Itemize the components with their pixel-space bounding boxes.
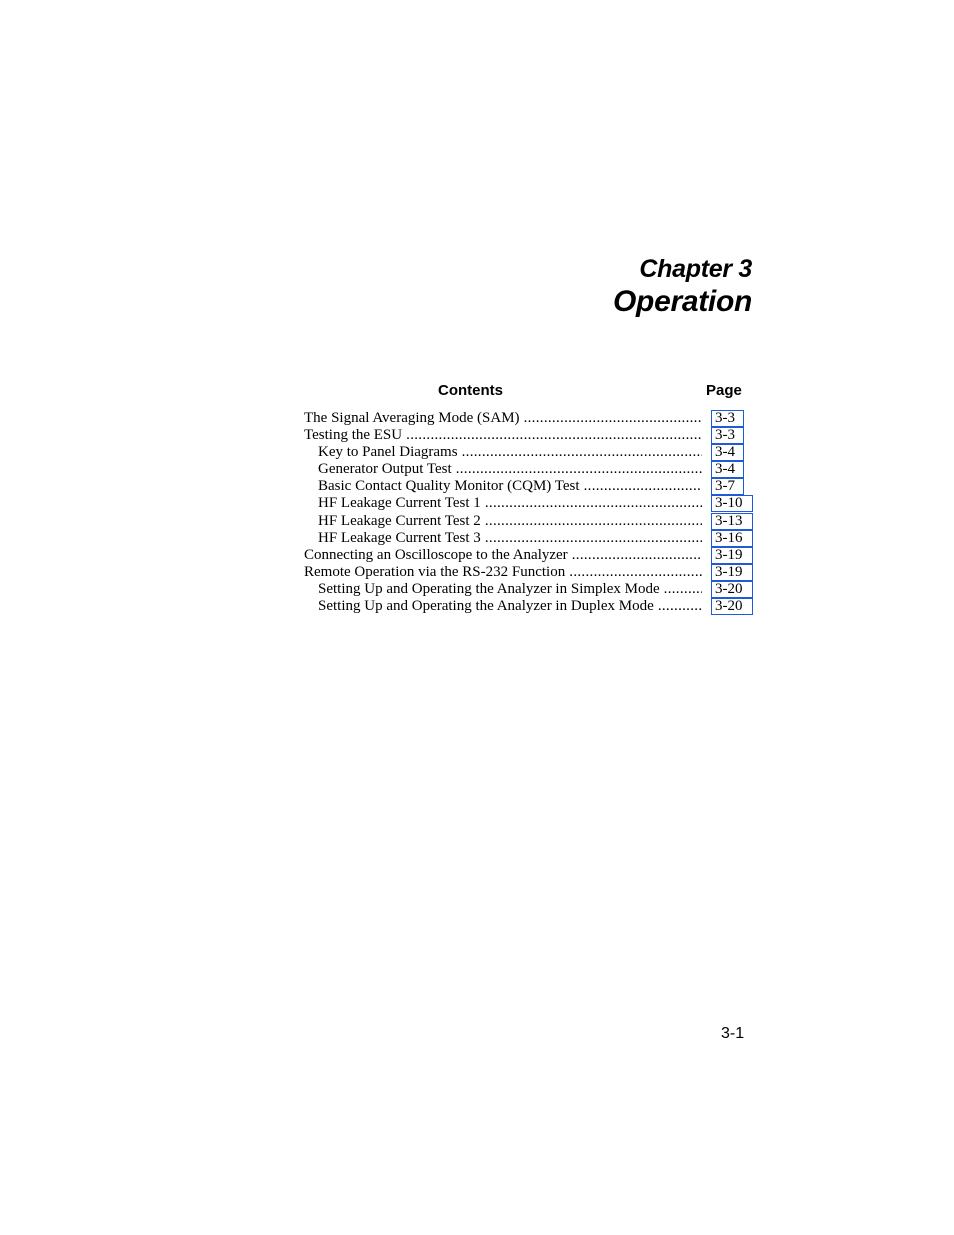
toc-entry-title: Generator Output Test .....	[318, 461, 702, 478]
toc-page-heading: Page	[706, 382, 742, 399]
toc-entry-title: HF Leakage Current Test 1 .....	[318, 495, 702, 512]
toc-entry	[304, 530, 756, 547]
toc-entry	[304, 581, 756, 598]
toc-page-link[interactable]: 3-4	[711, 461, 744, 478]
toc-entry	[304, 547, 756, 564]
toc-page-link[interactable]: 3-4	[711, 444, 744, 461]
toc-page-link[interactable]: 3-20	[711, 581, 753, 598]
chapter-heading	[613, 252, 752, 318]
toc-page-link[interactable]: 3-19	[711, 564, 753, 581]
toc-entry	[304, 478, 756, 495]
chapter-label: Chapter 3	[639, 255, 752, 283]
toc-entry	[304, 513, 756, 530]
toc-entry-title: Remote Operation via the RS-232 Function .....	[304, 564, 702, 581]
toc-page-link[interactable]: 3-3	[711, 410, 744, 427]
toc-page-link[interactable]: 3-3	[711, 427, 744, 444]
toc-entry-title: Setting Up and Operating the Analyzer in Simplex Mode .....	[318, 581, 702, 598]
toc-entry-title: The Signal Averaging Mode (SAM) .....	[304, 410, 702, 427]
toc-entry-title: Basic Contact Quality Monitor (CQM) Test .....	[318, 478, 702, 495]
toc-page-link[interactable]: 3-7	[711, 478, 744, 495]
toc-page-link[interactable]: 3-19	[711, 547, 753, 564]
toc-page-link[interactable]: 3-20	[711, 598, 753, 615]
toc-contents-heading: Contents	[438, 382, 503, 399]
toc-entry	[304, 495, 756, 512]
toc-entry-title: Key to Panel Diagrams .....	[318, 444, 702, 461]
page-number: 3-1	[721, 1025, 745, 1042]
toc-entry-title: HF Leakage Current Test 3 .....	[318, 530, 702, 547]
toc-entry	[304, 444, 756, 461]
toc-entry-title: HF Leakage Current Test 2 .....	[318, 513, 702, 530]
toc-entry	[304, 410, 756, 427]
chapter-title: Operation	[613, 285, 752, 318]
toc-entry	[304, 427, 756, 444]
toc-entry-title: Connecting an Oscilloscope to the Analyzer .....	[304, 547, 702, 564]
toc-entry	[304, 461, 756, 478]
table-of-contents	[304, 410, 756, 615]
toc-page-link[interactable]: 3-16	[711, 530, 753, 547]
toc-page-link[interactable]: 3-10	[711, 495, 753, 512]
toc-entry-title: Setting Up and Operating the Analyzer in Duplex Mode .....	[318, 598, 702, 615]
toc-entry-title: Testing the ESU .....	[304, 427, 702, 444]
toc-entry	[304, 564, 756, 581]
toc-page-link[interactable]: 3-13	[711, 513, 753, 530]
toc-entry	[304, 598, 756, 615]
